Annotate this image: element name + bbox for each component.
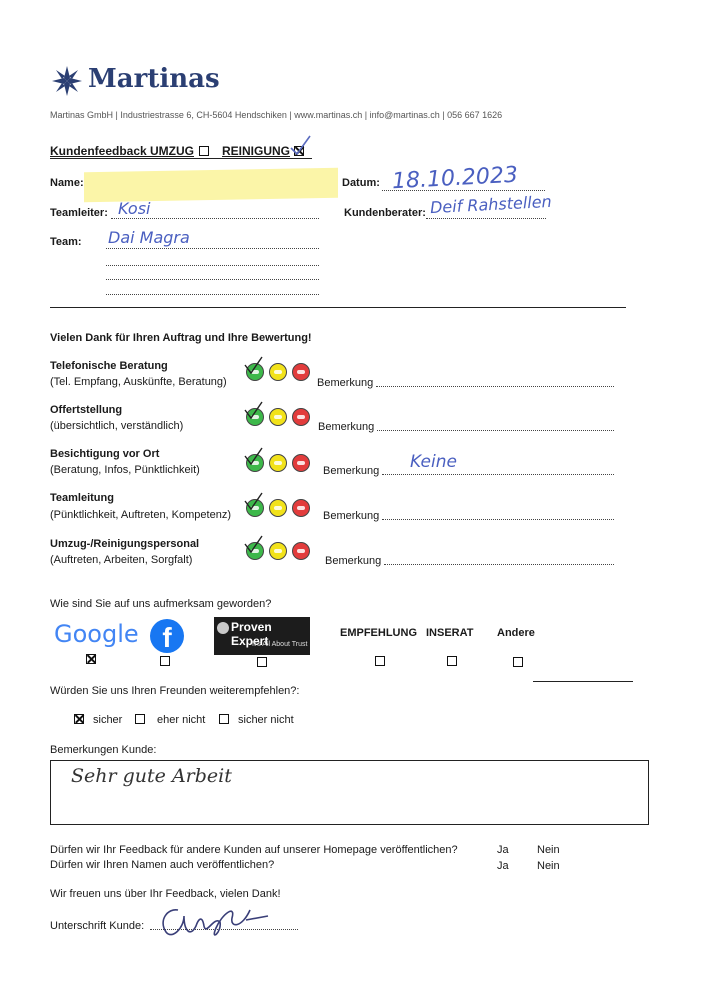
bemerkung-label: Bemerkung [325,555,382,567]
rating-neutral-icon[interactable] [269,542,287,560]
team-line-2 [106,265,319,266]
facebook-letter: f [162,622,172,653]
rating-title: Teamleitung [50,492,114,504]
bemerkung-line [376,386,614,387]
andere-line [533,681,633,682]
publish-name-ja[interactable]: Ja [497,860,509,872]
empfehlung-checkbox[interactable] [375,656,385,666]
inserat-label: INSERAT [426,627,474,639]
comments-value: Sehr gute Arbeit [71,765,232,787]
teamleiter-line [111,218,319,219]
rating-check-mark [242,446,266,468]
team-line-1 [106,248,319,249]
rating-subtitle: (Tel. Empfang, Auskünfte, Beratung) [50,376,227,388]
publish-feedback-question: Dürfen wir Ihr Feedback für andere Kunden auf unserer Homepage veröffentlichen? [50,844,458,856]
rating-bad-icon[interactable] [292,363,310,381]
rating-title: Offertstellung [50,404,123,416]
rating-neutral-icon[interactable] [269,499,287,517]
team-value[interactable]: Dai Magra [108,228,190,247]
comments-label: Bemerkungen Kunde: [50,744,157,756]
bemerkung-label: Bemerkung [318,421,375,433]
rating-neutral-icon[interactable] [269,454,287,472]
recommend-option-label: sicher [93,714,123,726]
publish-name-question: Dürfen wir Ihren Namen auch veröffentlichen? [50,859,275,871]
bemerkung-line [382,474,614,475]
company-name: Martinas [88,64,220,94]
proven-expert-tagline: It's All About Trust [252,641,308,648]
rating-bad-icon[interactable] [292,542,310,560]
recommend-option-label: eher nicht [157,714,206,726]
bemerkung-label: Bemerkung [323,510,380,522]
name-label: Name: [50,177,84,189]
recommend-question: Würden Sie uns Ihren Freunden weiterempfehlen?: [50,685,300,697]
andere-label: Andere [497,627,535,639]
teamleiter-label: Teamleiter: [50,207,108,219]
signature-drawing[interactable] [150,898,290,948]
rating-title: Besichtigung vor Ort [50,448,160,460]
bemerkung-line [382,519,614,520]
proven-expert-badge-icon [217,622,229,634]
bemerkung-line [377,430,614,431]
google-logo: Google [54,620,139,648]
rating-title: Umzug-/Reinigungspersonal [50,538,200,550]
team-label: Team: [50,236,82,248]
bemerkung-label: Bemerkung [317,377,374,389]
rating-subtitle: (Auftreten, Arbeiten, Sorgfalt) [50,554,193,566]
rating-title: Telefonische Beratung [50,360,168,372]
reinigung-label: REINIGUNG [222,144,291,158]
teamleiter-value[interactable]: Kosi [118,199,151,218]
title-underline [50,158,312,159]
proven-expert-name: Proven Expert [231,620,272,648]
rating-bad-icon[interactable] [292,499,310,517]
team-line-4 [106,294,319,295]
recommend-sicher-checkbox[interactable] [74,714,84,724]
bemerkung-label: Bemerkung [323,465,380,477]
rating-subtitle: (Pünktlichkeit, Auftreten, Kompetenz) [50,509,231,521]
kundenberater-line [426,218,546,219]
bemerkung-value[interactable]: Keine [410,452,457,472]
google-checkbox[interactable] [86,654,96,664]
rating-check-mark [242,355,266,377]
source-question: Wie sind Sie auf uns aufmerksam geworden? [50,598,272,610]
signature-label: Unterschrift Kunde: [50,920,145,932]
section-divider [50,307,626,308]
recommend-sicher-nicht-checkbox[interactable] [219,714,229,724]
martinas-logo-icon [50,64,84,98]
thanks-text: Vielen Dank für Ihren Auftrag und Ihre Bewertung! [50,332,312,344]
title-umzug: Kundenfeedback UMZUG [50,144,195,158]
rating-neutral-icon[interactable] [269,363,287,381]
reinigung-tick-mark [288,134,314,158]
inserat-checkbox[interactable] [447,656,457,666]
datum-value[interactable]: 18.10.2023 [391,162,519,195]
rating-subtitle: (Beratung, Infos, Pünktlichkeit) [50,464,200,476]
recommend-option-label: sicher nicht [238,714,294,726]
rating-neutral-icon[interactable] [269,408,287,426]
facebook-icon [150,619,184,653]
datum-label: Datum: [342,177,380,189]
comments-box[interactable] [50,760,649,825]
name-redaction-highlight [84,168,338,202]
publish-feedback-nein[interactable]: Nein [537,844,560,856]
recommend-eher-nicht-checkbox[interactable] [135,714,145,724]
facebook-checkbox[interactable] [160,656,170,666]
closing-text: Wir freuen uns über Ihr Feedback, vielen Dank! [50,888,281,900]
andere-checkbox[interactable] [513,657,523,667]
form-title [50,144,194,158]
bemerkung-line [384,564,614,565]
proven-expert-logo [214,617,310,655]
rating-check-mark [242,491,266,513]
address-line: Martinas GmbH | Industriestrasse 6, CH-5604 Hendschiken | www.martinas.ch | info@martinas.ch | 056 667 1626 [50,110,503,120]
rating-check-mark [242,400,266,422]
publish-name-nein[interactable]: Nein [537,860,560,872]
kundenberater-label: Kundenberater: [344,207,426,219]
team-line-3 [106,279,319,280]
kundenberater-value[interactable]: Deif Rahstellen [429,191,553,218]
rating-check-mark [242,534,266,556]
publish-feedback-ja[interactable]: Ja [497,844,509,856]
rating-bad-icon[interactable] [292,454,310,472]
rating-subtitle: (übersichtlich, verständlich) [50,420,184,432]
rating-bad-icon[interactable] [292,408,310,426]
proven-expert-checkbox[interactable] [257,657,267,667]
empfehlung-label: EMPFEHLUNG [340,627,417,639]
umzug-checkbox[interactable] [199,146,209,156]
